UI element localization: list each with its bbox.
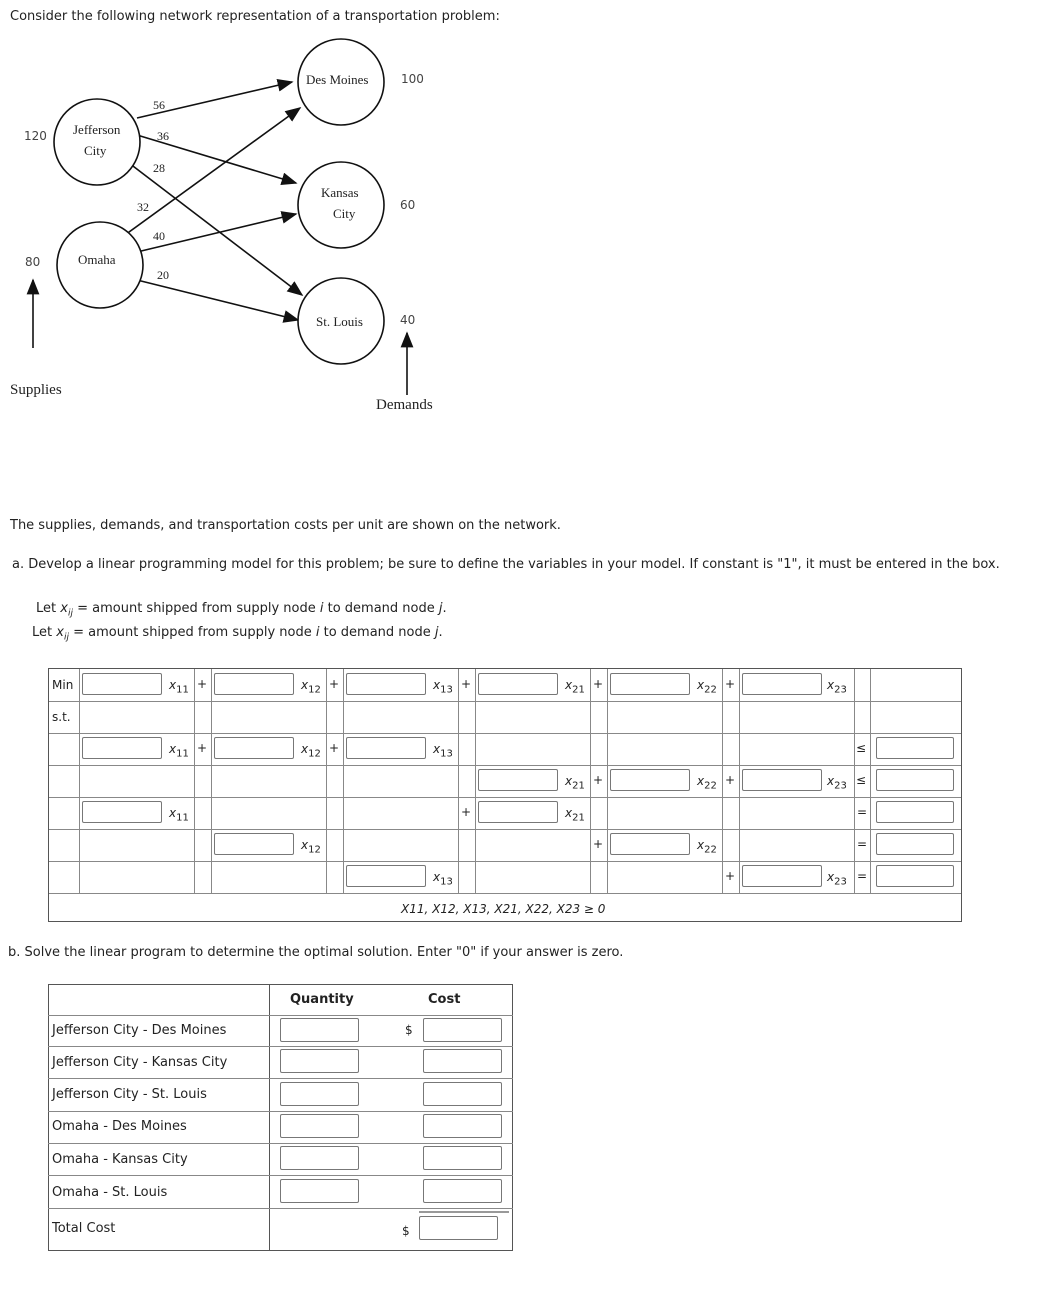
network-diagram — [0, 30, 460, 430]
demands-label: Demands — [376, 397, 433, 413]
c2-coef-x22[interactable] — [610, 769, 690, 791]
cost-label: 36 — [157, 129, 169, 143]
route-label: Omaha - Des Moines — [52, 1119, 187, 1134]
variable-definition: Let $x_{ij}$ = amount shipped from supply node i to demand node j. — [32, 625, 443, 643]
eq-sign: = — [857, 837, 868, 851]
obj-coef-x11[interactable] — [82, 673, 162, 695]
c5-coef-x13[interactable] — [346, 865, 426, 887]
demand-value: 40 — [400, 313, 416, 327]
plus-sign: + — [725, 869, 736, 883]
quantity-input[interactable] — [280, 1049, 359, 1073]
node-label: Kansas — [321, 185, 359, 200]
le-sign: ≤ — [856, 773, 867, 787]
plus-sign: + — [593, 837, 604, 851]
supplies-label: Supplies — [10, 382, 62, 398]
var-label: $x_{22}$ — [697, 774, 717, 792]
var-label: $x_{23}$ — [827, 870, 847, 888]
var-label: $x_{22}$ — [697, 678, 717, 696]
c4-coef-x22[interactable] — [610, 833, 690, 855]
arc-om-sl — [137, 280, 298, 320]
cost-label: 20 — [157, 268, 169, 282]
route-label: Omaha - Kansas City — [52, 1152, 188, 1167]
c3-coef-x11[interactable] — [82, 801, 162, 823]
route-label: Jefferson City - St. Louis — [52, 1087, 207, 1102]
supply-value: 120 — [24, 129, 47, 143]
plus-sign: + — [197, 677, 208, 691]
cost-input[interactable] — [423, 1179, 502, 1203]
plus-sign: + — [593, 677, 604, 691]
le-sign: ≤ — [856, 741, 867, 755]
c2-rhs[interactable] — [876, 769, 954, 791]
total-divider — [419, 1211, 509, 1213]
route-label: Jefferson City - Des Moines — [52, 1023, 227, 1038]
var-label: $x_{23}$ — [827, 678, 847, 696]
cost-header: Cost — [428, 992, 461, 1007]
nonnegativity-constraint: X11, X12, X13, X21, X22, X23 ≥ 0 — [401, 902, 606, 916]
var-label: $x_{21}$ — [565, 678, 585, 696]
arc-jc-sl — [125, 160, 302, 295]
plus-sign: + — [197, 741, 208, 755]
c4-coef-x12[interactable] — [214, 833, 294, 855]
supply-value: 80 — [25, 255, 41, 269]
var-label: $x_{22}$ — [697, 838, 717, 856]
var-label: $x_{13}$ — [433, 742, 453, 760]
cost-label: 28 — [153, 161, 165, 175]
currency-symbol: $ — [402, 1224, 410, 1238]
cost-input[interactable] — [423, 1114, 502, 1138]
var-label: $x_{21}$ — [565, 774, 585, 792]
plus-sign: + — [461, 805, 472, 819]
node-label: Omaha — [78, 252, 116, 267]
node-kansas-city — [298, 162, 384, 248]
min-label: Min — [52, 678, 74, 692]
var-label: $x_{11}$ — [169, 806, 189, 824]
eq-sign: = — [857, 869, 868, 883]
route-label: Jefferson City - Kansas City — [52, 1055, 228, 1070]
obj-coef-x22[interactable] — [610, 673, 690, 695]
quantity-header: Quantity — [290, 992, 354, 1007]
route-label: Omaha - St. Louis — [52, 1185, 168, 1200]
c1-coef-x11[interactable] — [82, 737, 162, 759]
demand-value: 100 — [401, 72, 424, 86]
quantity-input[interactable] — [280, 1082, 359, 1106]
obj-coef-x23[interactable] — [742, 673, 822, 695]
plus-sign: + — [725, 773, 736, 787]
c1-coef-x12[interactable] — [214, 737, 294, 759]
plus-sign: + — [329, 677, 340, 691]
var-label: $x_{13}$ — [433, 870, 453, 888]
cost-input[interactable] — [423, 1082, 502, 1106]
node-label: Des Moines — [306, 72, 369, 87]
st-label: s.t. — [52, 710, 71, 724]
c4-rhs[interactable] — [876, 833, 954, 855]
var-label: $x_{12}$ — [301, 838, 321, 856]
currency-symbol: $ — [405, 1023, 413, 1037]
obj-coef-x21[interactable] — [478, 673, 558, 695]
demand-value: 60 — [400, 198, 416, 212]
node-label: City — [333, 206, 356, 221]
var-label: $x_{13}$ — [433, 678, 453, 696]
var-label: $x_{21}$ — [565, 806, 585, 824]
c5-coef-x23[interactable] — [742, 865, 822, 887]
quantity-input[interactable] — [280, 1018, 359, 1042]
node-label: St. Louis — [316, 314, 363, 329]
quantity-input[interactable] — [280, 1179, 359, 1203]
eq-sign: = — [857, 805, 868, 819]
obj-coef-x12[interactable] — [214, 673, 294, 695]
lp-model-table — [48, 668, 962, 922]
quantity-input[interactable] — [280, 1114, 359, 1138]
total-cost-input[interactable] — [419, 1216, 498, 1240]
plus-sign: + — [593, 773, 604, 787]
node-label: City — [84, 143, 107, 158]
c2-coef-x21[interactable] — [478, 769, 558, 791]
arc-om-dm — [125, 108, 300, 235]
cost-label: 56 — [153, 98, 165, 112]
var-label: $x_{23}$ — [827, 774, 847, 792]
cost-label: 32 — [137, 200, 149, 214]
var-label: $x_{12}$ — [301, 678, 321, 696]
c3-rhs[interactable] — [876, 801, 954, 823]
total-cost-label: Total Cost — [52, 1221, 116, 1236]
intro-text: Consider the following network representation of a transportation problem: — [10, 9, 500, 24]
var-label: $x_{11}$ — [169, 678, 189, 696]
var-label: $x_{11}$ — [169, 742, 189, 760]
quantity-input[interactable] — [280, 1146, 359, 1170]
solution-table — [48, 984, 513, 1251]
c1-rhs[interactable] — [876, 737, 954, 759]
node-jefferson-city — [54, 99, 140, 185]
cost-label: 40 — [153, 229, 165, 243]
cost-input[interactable] — [423, 1049, 502, 1073]
plus-sign: + — [329, 741, 340, 755]
cost-input[interactable] — [423, 1146, 502, 1170]
c3-coef-x21[interactable] — [478, 801, 558, 823]
part-b-text: b. Solve the linear program to determine the optimal solution. Enter "0" if your answer is zero. — [8, 945, 624, 960]
c1-coef-x13[interactable] — [346, 737, 426, 759]
c5-rhs[interactable] — [876, 865, 954, 887]
cost-input[interactable] — [423, 1018, 502, 1042]
plus-sign: + — [725, 677, 736, 691]
var-label: $x_{12}$ — [301, 742, 321, 760]
part-a-text: a. Develop a linear programming model for this problem; be sure to define the variables in your model. If constant is "1", it must be entered in the box. — [12, 557, 1000, 572]
obj-coef-x13[interactable] — [346, 673, 426, 695]
variable-definition: Let $x_{ij}$ = amount shipped from supply node i to demand node j. — [36, 601, 447, 619]
supplies-text: The supplies, demands, and transportation costs per unit are shown on the network. — [10, 518, 561, 533]
c2-coef-x23[interactable] — [742, 769, 822, 791]
node-label: Jefferson — [73, 122, 121, 137]
plus-sign: + — [461, 677, 472, 691]
